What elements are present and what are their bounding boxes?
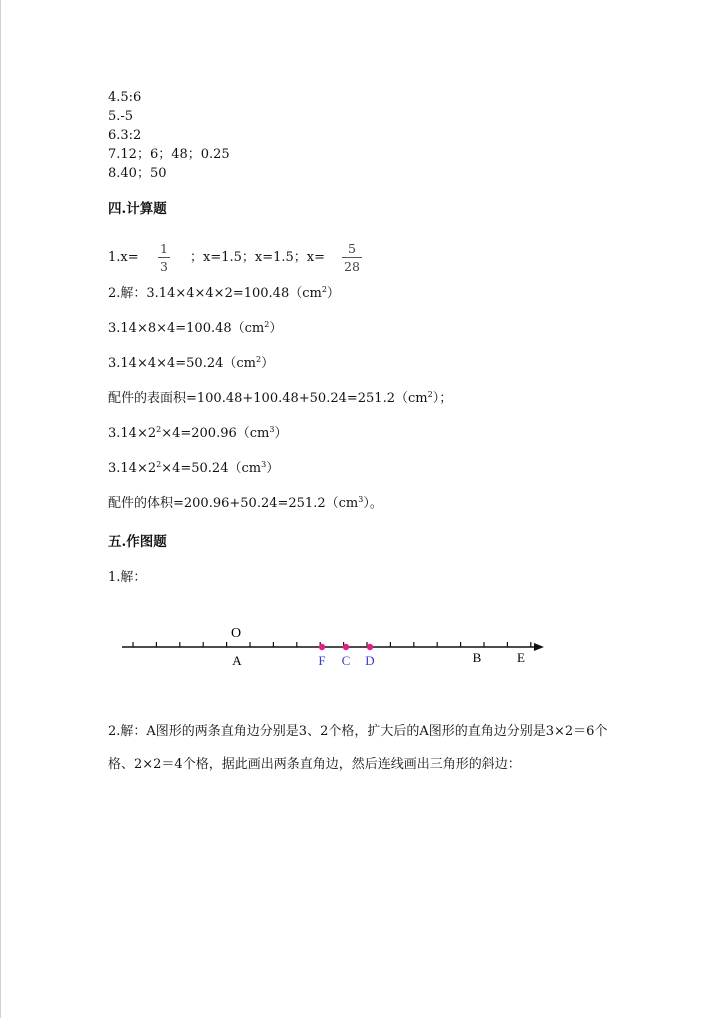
- point-label-e: E: [517, 650, 525, 665]
- fraction-bar: [342, 257, 362, 258]
- fraction-denominator: 3: [160, 259, 168, 274]
- volume-line: 配件的体积$=200.96+50.24=251.2(cm^3)$。: [108, 495, 383, 511]
- fraction-numerator: 5: [347, 241, 356, 256]
- q1-answer-label: 1.解：: [108, 570, 147, 585]
- answer-line-4: 4.5:6: [108, 90, 142, 105]
- calc-line: $3.14\times 4\times 4=50.24(cm^2)$: [108, 355, 275, 371]
- fraction-numerator: 1: [160, 241, 168, 256]
- q1-middle: ；x=1.5；x=1.5；x=: [190, 250, 326, 265]
- answer-line-5: 5.-5: [108, 109, 134, 124]
- point-label-c: C: [341, 653, 351, 668]
- point-label-d: D: [365, 653, 375, 668]
- answer-line-6: 6.3:2: [108, 128, 142, 143]
- origin-label: O: [230, 626, 242, 641]
- page-edge: [0, 0, 1, 1018]
- calc-line: $3.14\times 2^2\times 4=50.24(cm^3)$: [108, 460, 280, 476]
- point-label-b: B: [472, 650, 482, 665]
- axis-arrowhead: [534, 643, 544, 651]
- point-marker: [343, 644, 349, 650]
- point-marker: [319, 644, 325, 650]
- section-4-title: 四.计算题: [108, 201, 167, 217]
- fraction-one-third: [158, 241, 170, 274]
- calc-line: $3.14\times 8\times 4=100.48(cm^2)$: [108, 320, 283, 336]
- answer-line-8: 8.40；50: [108, 166, 167, 181]
- calc-line: 2.解：$3.14\times 4\times 4\times 2=100.48(cm^2)$: [108, 285, 340, 301]
- point-marker: [367, 644, 373, 650]
- q2-explanation: 2.解：A图形的两条直角边分别是3、2个格，扩大后的A图形的直角边分别是3×2＝6个格、2×2＝4个格，据此画出两条直角边，然后连线画出三角形的斜边：: [108, 724, 608, 772]
- fraction-five-twentyeighths: [342, 241, 362, 274]
- q1-prefix: 1.x=: [108, 250, 139, 265]
- answer-line-7: 7.12；6；48；0.25: [108, 147, 230, 162]
- fraction-denominator: 28: [344, 259, 360, 274]
- calc-line: $3.14\times 2^2\times 4=200.96(cm^3)$: [108, 425, 288, 441]
- point-label-f: F: [318, 653, 326, 668]
- surface-area-line: 配件的表面积$=100.48+100.48+50.24=251.2(cm^2)$；: [108, 390, 453, 406]
- point-label-a: A: [232, 653, 242, 668]
- number-line-diagram: [0, 620, 720, 700]
- fraction-bar: [158, 257, 170, 258]
- section-5-title: 五.作图题: [108, 534, 167, 550]
